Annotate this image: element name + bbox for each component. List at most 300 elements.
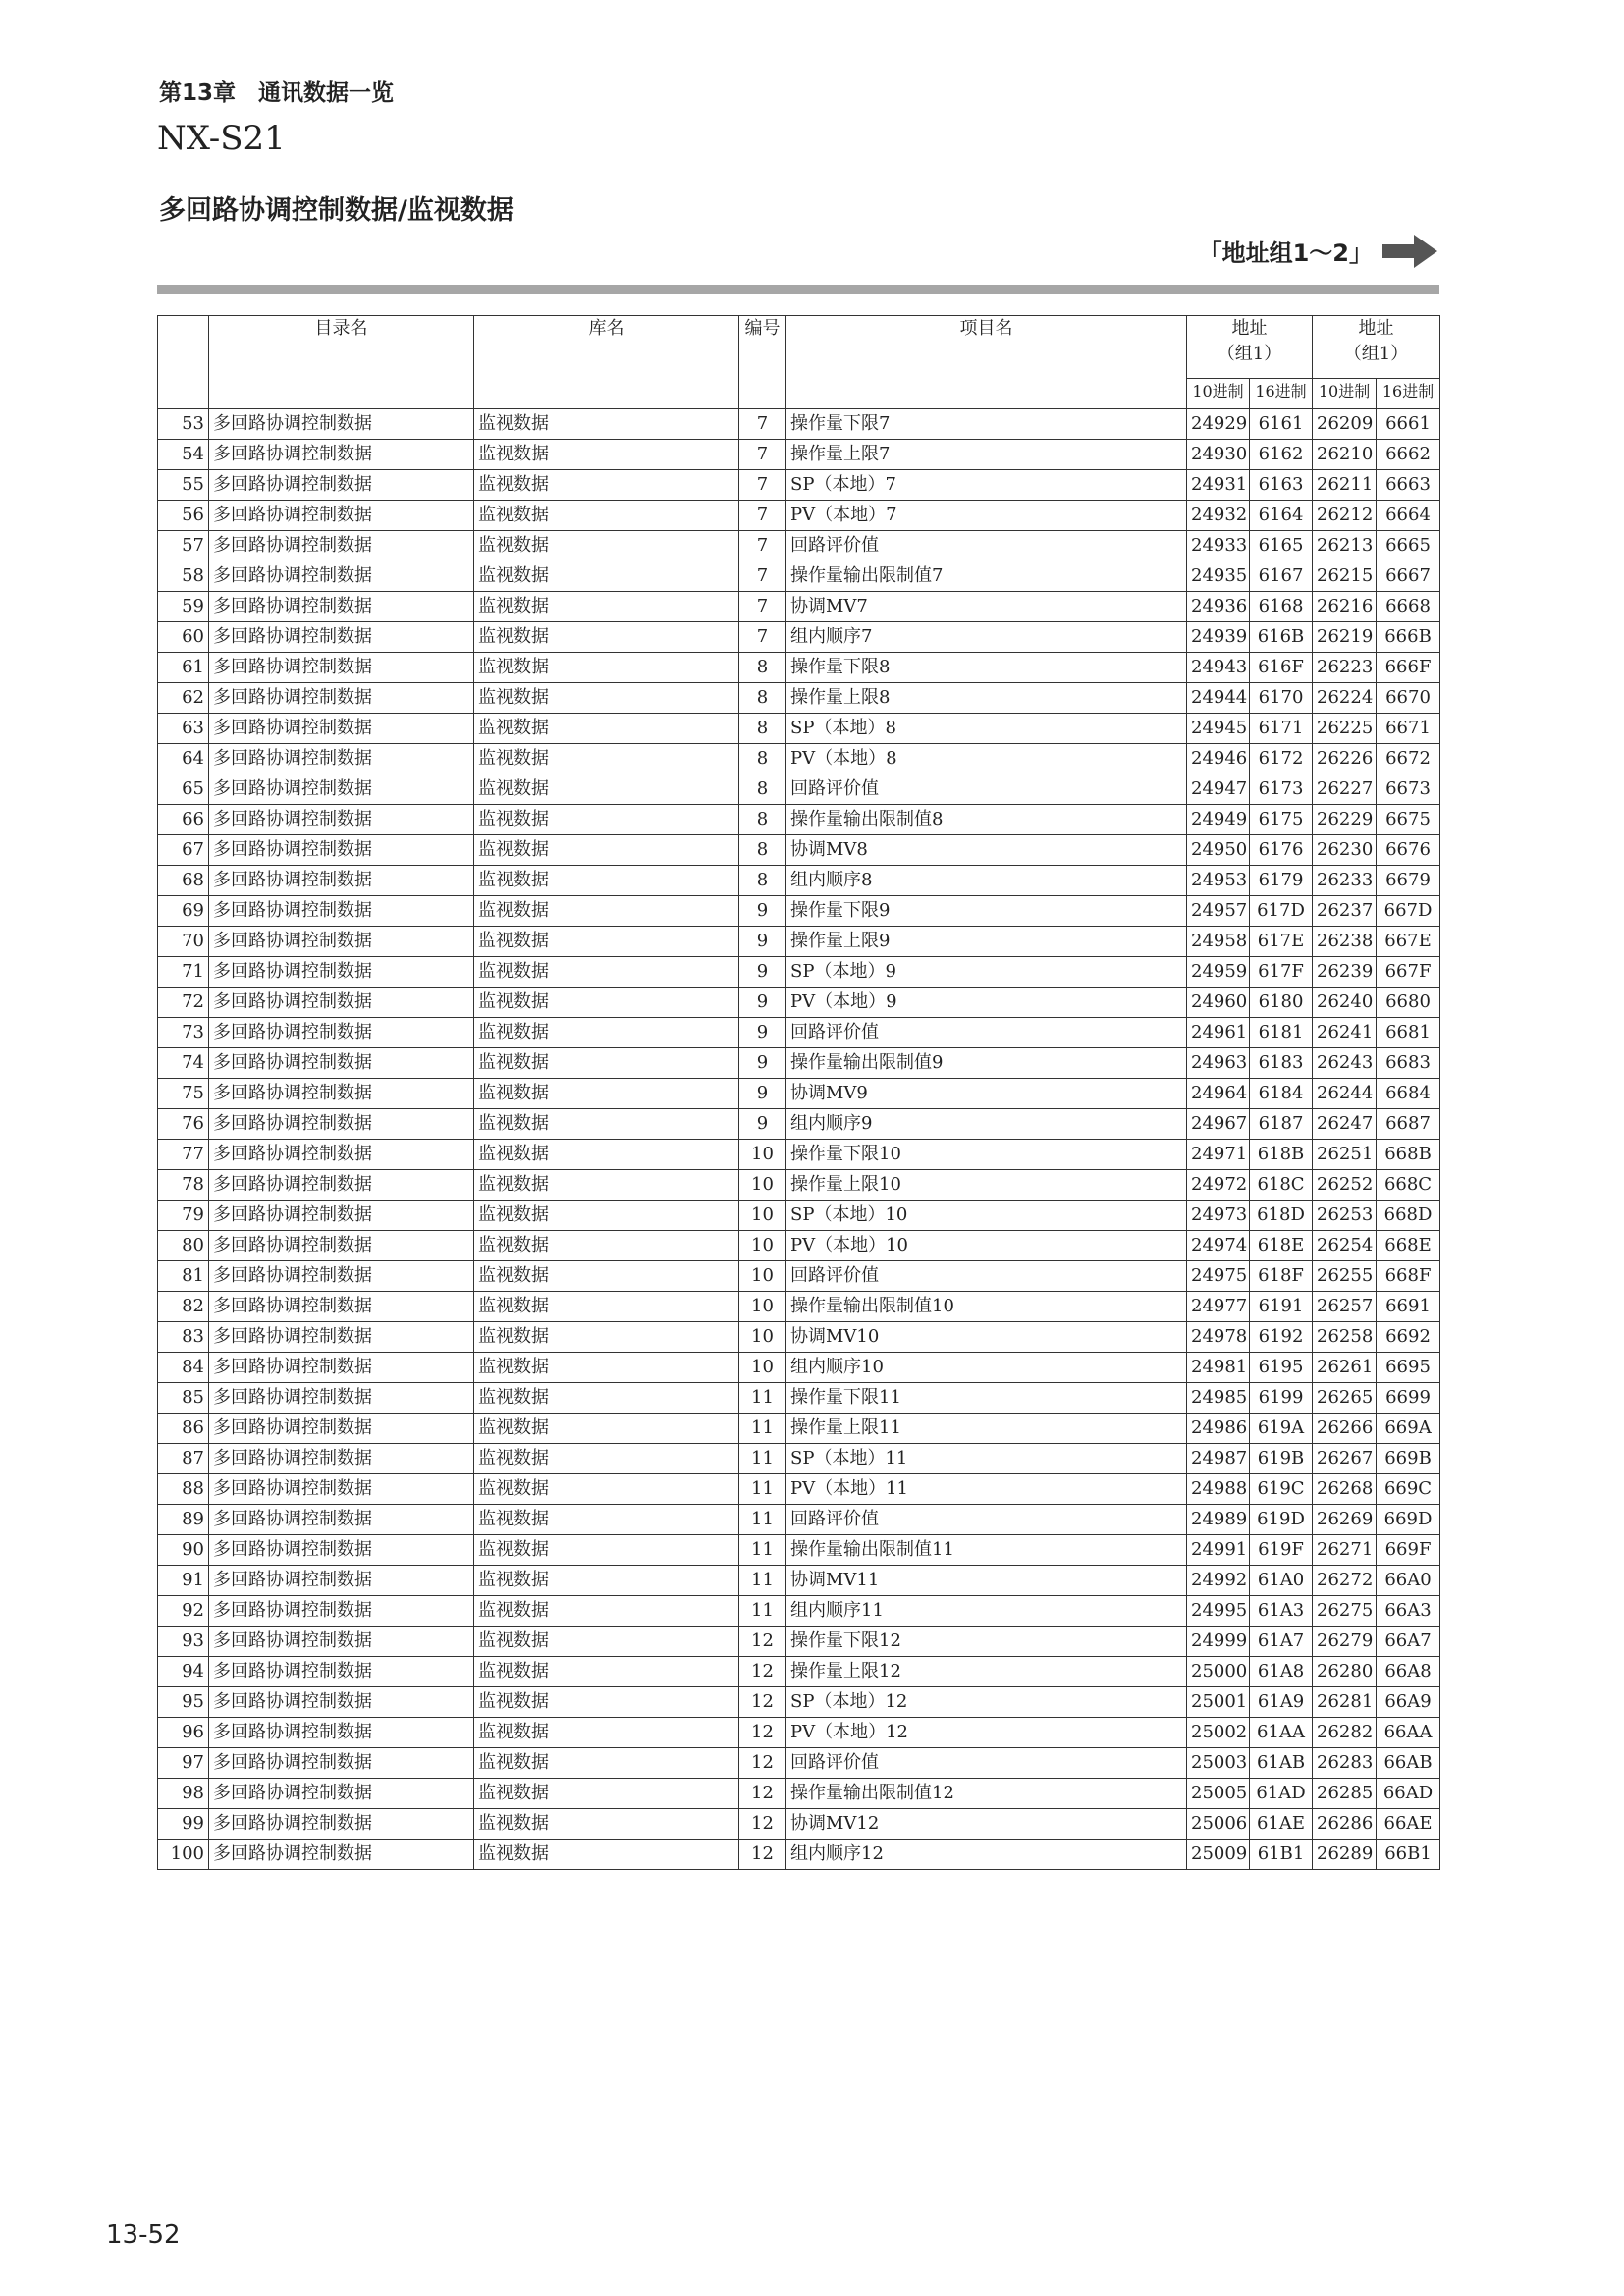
- dec-address-1: 24932: [1187, 501, 1250, 531]
- header-dec-1: 10进制: [1187, 379, 1250, 409]
- row-index: 58: [158, 561, 209, 592]
- table-row: [158, 501, 1440, 531]
- library-cell: 监视数据: [474, 440, 739, 470]
- table-row: [158, 1657, 1440, 1687]
- dec-address-2: 26261: [1313, 1353, 1377, 1383]
- hex-address-1: 6183: [1250, 1048, 1313, 1079]
- hex-address-2: 669C: [1377, 1474, 1440, 1505]
- dec-address-2: 26213: [1313, 531, 1377, 561]
- library-cell: 监视数据: [474, 1779, 739, 1809]
- library-cell: 监视数据: [474, 1809, 739, 1840]
- item-cell: 回路评价值: [786, 531, 1187, 561]
- table-row: [158, 1383, 1440, 1414]
- hex-address-2: 669B: [1377, 1444, 1440, 1474]
- row-index: 57: [158, 531, 209, 561]
- table-row: [158, 1109, 1440, 1140]
- header-divider: [157, 285, 1439, 294]
- header-dec-2: 10进制: [1313, 379, 1377, 409]
- library-cell: 监视数据: [474, 1170, 739, 1201]
- row-index: 68: [158, 866, 209, 896]
- data-table: [157, 315, 1440, 1870]
- catalog-cell: 多回路协调控制数据: [209, 774, 474, 805]
- item-cell: 操作量下限9: [786, 896, 1187, 927]
- row-index: 80: [158, 1231, 209, 1261]
- hex-address-1: 618B: [1250, 1140, 1313, 1170]
- table-row: [158, 866, 1440, 896]
- dec-address-1: 24987: [1187, 1444, 1250, 1474]
- dec-address-2: 26219: [1313, 622, 1377, 653]
- table-row: [158, 440, 1440, 470]
- hex-address-1: 6163: [1250, 470, 1313, 501]
- dec-address-2: 26279: [1313, 1627, 1377, 1657]
- item-cell: 回路评价值: [786, 774, 1187, 805]
- number-cell: 10: [739, 1140, 786, 1170]
- dec-address-1: 24958: [1187, 927, 1250, 957]
- dec-address-2: 26223: [1313, 653, 1377, 683]
- model-name: NX-S21: [157, 119, 286, 158]
- hex-address-1: 61A7: [1250, 1627, 1313, 1657]
- row-index: 85: [158, 1383, 209, 1414]
- row-index: 75: [158, 1079, 209, 1109]
- hex-address-2: 6670: [1377, 683, 1440, 714]
- library-cell: 监视数据: [474, 805, 739, 835]
- hex-address-2: 66AD: [1377, 1779, 1440, 1809]
- header-address-2-title: 地址: [1358, 318, 1394, 339]
- chapter-title: 第13章 通讯数据一览: [159, 80, 395, 106]
- item-cell: 操作量输出限制值7: [786, 561, 1187, 592]
- library-cell: 监视数据: [474, 988, 739, 1018]
- catalog-cell: 多回路协调控制数据: [209, 866, 474, 896]
- number-cell: 11: [739, 1566, 786, 1596]
- number-cell: 10: [739, 1353, 786, 1383]
- dec-address-2: 26215: [1313, 561, 1377, 592]
- library-cell: 监视数据: [474, 866, 739, 896]
- library-cell: 监视数据: [474, 1566, 739, 1596]
- dec-address-2: 26255: [1313, 1261, 1377, 1292]
- catalog-cell: 多回路协调控制数据: [209, 1444, 474, 1474]
- number-cell: 9: [739, 988, 786, 1018]
- library-cell: 监视数据: [474, 927, 739, 957]
- table-row: [158, 1474, 1440, 1505]
- dec-address-1: 24981: [1187, 1353, 1250, 1383]
- number-cell: 11: [739, 1414, 786, 1444]
- dec-address-2: 26267: [1313, 1444, 1377, 1474]
- dec-address-1: 24945: [1187, 714, 1250, 744]
- number-cell: 7: [739, 409, 786, 440]
- hex-address-2: 6671: [1377, 714, 1440, 744]
- table-row: [158, 1353, 1440, 1383]
- item-cell: 协调MV12: [786, 1809, 1187, 1840]
- item-cell: 操作量输出限制值12: [786, 1779, 1187, 1809]
- dec-address-2: 26237: [1313, 896, 1377, 927]
- table-row: [158, 1201, 1440, 1231]
- number-cell: 11: [739, 1596, 786, 1627]
- hex-address-2: 6687: [1377, 1109, 1440, 1140]
- number-cell: 10: [739, 1261, 786, 1292]
- dec-address-1: 24972: [1187, 1170, 1250, 1201]
- item-cell: SP（本地）7: [786, 470, 1187, 501]
- hex-address-2: 6691: [1377, 1292, 1440, 1322]
- dec-address-1: 24995: [1187, 1596, 1250, 1627]
- library-cell: 监视数据: [474, 1109, 739, 1140]
- hex-address-1: 6173: [1250, 774, 1313, 805]
- dec-address-1: 24985: [1187, 1383, 1250, 1414]
- number-cell: 7: [739, 531, 786, 561]
- catalog-cell: 多回路协调控制数据: [209, 1292, 474, 1322]
- hex-address-1: 61AE: [1250, 1809, 1313, 1840]
- header-catalog: 目录名: [209, 316, 474, 409]
- item-cell: 操作量上限9: [786, 927, 1187, 957]
- row-index: 90: [158, 1535, 209, 1566]
- library-cell: 监视数据: [474, 622, 739, 653]
- hex-address-2: 66AA: [1377, 1718, 1440, 1748]
- item-cell: 回路评价值: [786, 1505, 1187, 1535]
- number-cell: 12: [739, 1809, 786, 1840]
- hex-address-1: 6195: [1250, 1353, 1313, 1383]
- number-cell: 9: [739, 957, 786, 988]
- dec-address-1: 24973: [1187, 1201, 1250, 1231]
- row-index: 94: [158, 1657, 209, 1687]
- dec-address-2: 26227: [1313, 774, 1377, 805]
- number-cell: 8: [739, 866, 786, 896]
- catalog-cell: 多回路协调控制数据: [209, 1627, 474, 1657]
- dec-address-2: 26280: [1313, 1657, 1377, 1687]
- hex-address-2: 6699: [1377, 1383, 1440, 1414]
- hex-address-2: 6668: [1377, 592, 1440, 622]
- hex-address-1: 617D: [1250, 896, 1313, 927]
- item-cell: 组内顺序7: [786, 622, 1187, 653]
- hex-address-2: 6664: [1377, 501, 1440, 531]
- catalog-cell: 多回路协调控制数据: [209, 653, 474, 683]
- number-cell: 11: [739, 1535, 786, 1566]
- row-index: 92: [158, 1596, 209, 1627]
- library-cell: 监视数据: [474, 896, 739, 927]
- number-cell: 12: [739, 1718, 786, 1748]
- hex-address-1: 6164: [1250, 501, 1313, 531]
- table-row: [158, 1566, 1440, 1596]
- item-cell: 操作量输出限制值11: [786, 1535, 1187, 1566]
- dec-address-1: 24959: [1187, 957, 1250, 988]
- library-cell: 监视数据: [474, 1748, 739, 1779]
- table-row: [158, 683, 1440, 714]
- library-cell: 监视数据: [474, 774, 739, 805]
- row-index: 79: [158, 1201, 209, 1231]
- hex-address-2: 6675: [1377, 805, 1440, 835]
- catalog-cell: 多回路协调控制数据: [209, 561, 474, 592]
- hex-address-2: 66AB: [1377, 1748, 1440, 1779]
- row-index: 63: [158, 714, 209, 744]
- row-index: 65: [158, 774, 209, 805]
- hex-address-1: 61AB: [1250, 1748, 1313, 1779]
- number-cell: 12: [739, 1687, 786, 1718]
- dec-address-1: 24961: [1187, 1018, 1250, 1048]
- item-cell: 操作量上限8: [786, 683, 1187, 714]
- number-cell: 8: [739, 683, 786, 714]
- catalog-cell: 多回路协调控制数据: [209, 1170, 474, 1201]
- library-cell: 监视数据: [474, 683, 739, 714]
- header-hex-1: 16进制: [1250, 379, 1313, 409]
- table-row: [158, 1687, 1440, 1718]
- hex-address-2: 668E: [1377, 1231, 1440, 1261]
- row-index: 88: [158, 1474, 209, 1505]
- hex-address-2: 6684: [1377, 1079, 1440, 1109]
- dec-address-1: 24946: [1187, 744, 1250, 774]
- library-cell: 监视数据: [474, 1444, 739, 1474]
- hex-address-2: 666B: [1377, 622, 1440, 653]
- hex-address-2: 66A0: [1377, 1566, 1440, 1596]
- catalog-cell: 多回路协调控制数据: [209, 1566, 474, 1596]
- hex-address-1: 6167: [1250, 561, 1313, 592]
- catalog-cell: 多回路协调控制数据: [209, 1322, 474, 1353]
- dec-address-1: 24978: [1187, 1322, 1250, 1353]
- hex-address-1: 6184: [1250, 1079, 1313, 1109]
- table-row: [158, 1627, 1440, 1657]
- row-index: 56: [158, 501, 209, 531]
- library-cell: 监视数据: [474, 531, 739, 561]
- library-cell: 监视数据: [474, 1261, 739, 1292]
- dec-address-1: 24950: [1187, 835, 1250, 866]
- dec-address-1: 24991: [1187, 1535, 1250, 1566]
- item-cell: 组内顺序10: [786, 1353, 1187, 1383]
- hex-address-2: 66A9: [1377, 1687, 1440, 1718]
- dec-address-2: 26258: [1313, 1322, 1377, 1353]
- table-row: [158, 1079, 1440, 1109]
- table-row: [158, 805, 1440, 835]
- item-cell: 操作量上限7: [786, 440, 1187, 470]
- hex-address-1: 619B: [1250, 1444, 1313, 1474]
- library-cell: 监视数据: [474, 1231, 739, 1261]
- number-cell: 9: [739, 1048, 786, 1079]
- library-cell: 监视数据: [474, 1657, 739, 1687]
- catalog-cell: 多回路协调控制数据: [209, 1840, 474, 1870]
- hex-address-2: 667F: [1377, 957, 1440, 988]
- hex-address-1: 6179: [1250, 866, 1313, 896]
- number-cell: 9: [739, 1109, 786, 1140]
- hex-address-1: 6161: [1250, 409, 1313, 440]
- catalog-cell: 多回路协调控制数据: [209, 1687, 474, 1718]
- library-cell: 监视数据: [474, 653, 739, 683]
- catalog-cell: 多回路协调控制数据: [209, 1414, 474, 1444]
- hex-address-2: 669D: [1377, 1505, 1440, 1535]
- hex-address-2: 668F: [1377, 1261, 1440, 1292]
- table-row: [158, 927, 1440, 957]
- library-cell: 监视数据: [474, 744, 739, 774]
- number-cell: 8: [739, 835, 786, 866]
- catalog-cell: 多回路协调控制数据: [209, 683, 474, 714]
- hex-address-1: 61A8: [1250, 1657, 1313, 1687]
- group-nav-label: 「地址组1～2」: [1198, 240, 1373, 267]
- catalog-cell: 多回路协调控制数据: [209, 927, 474, 957]
- dec-address-2: 26243: [1313, 1048, 1377, 1079]
- catalog-cell: 多回路协调控制数据: [209, 1596, 474, 1627]
- library-cell: 监视数据: [474, 1505, 739, 1535]
- hex-address-1: 6181: [1250, 1018, 1313, 1048]
- catalog-cell: 多回路协调控制数据: [209, 835, 474, 866]
- item-cell: 操作量下限8: [786, 653, 1187, 683]
- catalog-cell: 多回路协调控制数据: [209, 1201, 474, 1231]
- hex-address-1: 618D: [1250, 1201, 1313, 1231]
- number-cell: 10: [739, 1201, 786, 1231]
- dec-address-2: 26252: [1313, 1170, 1377, 1201]
- table-row: [158, 1414, 1440, 1444]
- header-address-1-group: （组1）: [1217, 344, 1282, 364]
- dec-address-2: 26229: [1313, 805, 1377, 835]
- item-cell: 操作量上限10: [786, 1170, 1187, 1201]
- catalog-cell: 多回路协调控制数据: [209, 805, 474, 835]
- row-index: 96: [158, 1718, 209, 1748]
- dec-address-2: 26247: [1313, 1109, 1377, 1140]
- dec-address-2: 26233: [1313, 866, 1377, 896]
- row-index: 76: [158, 1109, 209, 1140]
- row-index: 64: [158, 744, 209, 774]
- number-cell: 8: [739, 714, 786, 744]
- hex-address-1: 618F: [1250, 1261, 1313, 1292]
- library-cell: 监视数据: [474, 1535, 739, 1566]
- hex-address-2: 6681: [1377, 1018, 1440, 1048]
- hex-address-2: 6672: [1377, 744, 1440, 774]
- number-cell: 8: [739, 805, 786, 835]
- catalog-cell: 多回路协调控制数据: [209, 957, 474, 988]
- row-index: 66: [158, 805, 209, 835]
- header-library: 库名: [474, 316, 739, 409]
- catalog-cell: 多回路协调控制数据: [209, 501, 474, 531]
- number-cell: 8: [739, 653, 786, 683]
- item-cell: SP（本地）8: [786, 714, 1187, 744]
- dec-address-1: 24977: [1187, 1292, 1250, 1322]
- dec-address-1: 24949: [1187, 805, 1250, 835]
- dec-address-1: 24939: [1187, 622, 1250, 653]
- arrow-right-icon[interactable]: [1382, 235, 1437, 268]
- hex-address-1: 618E: [1250, 1231, 1313, 1261]
- dec-address-2: 26240: [1313, 988, 1377, 1018]
- library-cell: 监视数据: [474, 714, 739, 744]
- hex-address-1: 6170: [1250, 683, 1313, 714]
- dec-address-2: 26211: [1313, 470, 1377, 501]
- number-cell: 11: [739, 1474, 786, 1505]
- table-row: [158, 1779, 1440, 1809]
- dec-address-2: 26239: [1313, 957, 1377, 988]
- hex-address-2: 6662: [1377, 440, 1440, 470]
- item-cell: PV（本地）9: [786, 988, 1187, 1018]
- library-cell: 监视数据: [474, 1718, 739, 1748]
- row-index: 99: [158, 1809, 209, 1840]
- hex-address-2: 66A8: [1377, 1657, 1440, 1687]
- header-address-2: [1313, 316, 1440, 379]
- library-cell: 监视数据: [474, 561, 739, 592]
- hex-address-2: 669A: [1377, 1414, 1440, 1444]
- table-row: [158, 1505, 1440, 1535]
- item-cell: 组内顺序11: [786, 1596, 1187, 1627]
- dec-address-2: 26251: [1313, 1140, 1377, 1170]
- row-index: 73: [158, 1018, 209, 1048]
- number-cell: 11: [739, 1505, 786, 1535]
- library-cell: 监视数据: [474, 1048, 739, 1079]
- item-cell: 组内顺序9: [786, 1109, 1187, 1140]
- table-row: [158, 1596, 1440, 1627]
- item-cell: PV（本地）11: [786, 1474, 1187, 1505]
- row-index: 84: [158, 1353, 209, 1383]
- catalog-cell: 多回路协调控制数据: [209, 622, 474, 653]
- group-nav[interactable]: [1199, 234, 1437, 268]
- table-row: [158, 1292, 1440, 1322]
- hex-address-2: 666F: [1377, 653, 1440, 683]
- dec-address-1: 25005: [1187, 1779, 1250, 1809]
- hex-address-1: 6171: [1250, 714, 1313, 744]
- number-cell: 7: [739, 501, 786, 531]
- library-cell: 监视数据: [474, 1414, 739, 1444]
- row-index: 70: [158, 927, 209, 957]
- row-index: 55: [158, 470, 209, 501]
- number-cell: 10: [739, 1231, 786, 1261]
- hex-address-2: 667E: [1377, 927, 1440, 957]
- hex-address-1: 6191: [1250, 1292, 1313, 1322]
- dec-address-2: 26238: [1313, 927, 1377, 957]
- row-index: 93: [158, 1627, 209, 1657]
- number-cell: 11: [739, 1383, 786, 1414]
- table-row: [158, 1231, 1440, 1261]
- dec-address-1: 24989: [1187, 1505, 1250, 1535]
- dec-address-2: 26269: [1313, 1505, 1377, 1535]
- page-number: 13-52: [106, 2220, 181, 2250]
- row-index: 89: [158, 1505, 209, 1535]
- library-cell: 监视数据: [474, 1322, 739, 1353]
- library-cell: 监视数据: [474, 1140, 739, 1170]
- hex-address-2: 6692: [1377, 1322, 1440, 1353]
- library-cell: 监视数据: [474, 835, 739, 866]
- row-index: 77: [158, 1140, 209, 1170]
- catalog-cell: 多回路协调控制数据: [209, 1231, 474, 1261]
- row-index: 62: [158, 683, 209, 714]
- number-cell: 10: [739, 1170, 786, 1201]
- row-index: 53: [158, 409, 209, 440]
- hex-address-1: 6192: [1250, 1322, 1313, 1353]
- library-cell: 监视数据: [474, 1018, 739, 1048]
- hex-address-1: 6165: [1250, 531, 1313, 561]
- hex-address-1: 61AA: [1250, 1718, 1313, 1748]
- dec-address-1: 24935: [1187, 561, 1250, 592]
- hex-address-2: 668B: [1377, 1140, 1440, 1170]
- row-index: 61: [158, 653, 209, 683]
- header-hex-2: 16进制: [1377, 379, 1440, 409]
- hex-address-1: 617F: [1250, 957, 1313, 988]
- header-address-2-group: （组1）: [1343, 344, 1409, 364]
- item-cell: 操作量下限10: [786, 1140, 1187, 1170]
- dec-address-2: 26266: [1313, 1414, 1377, 1444]
- library-cell: 监视数据: [474, 1201, 739, 1231]
- dec-address-1: 24975: [1187, 1261, 1250, 1292]
- library-cell: 监视数据: [474, 1627, 739, 1657]
- row-index: 100: [158, 1840, 209, 1870]
- item-cell: 组内顺序12: [786, 1840, 1187, 1870]
- item-cell: 协调MV7: [786, 592, 1187, 622]
- dec-address-2: 26257: [1313, 1292, 1377, 1322]
- row-index: 71: [158, 957, 209, 988]
- dec-address-1: 24964: [1187, 1079, 1250, 1109]
- dec-address-1: 24999: [1187, 1627, 1250, 1657]
- number-cell: 7: [739, 592, 786, 622]
- catalog-cell: 多回路协调控制数据: [209, 1748, 474, 1779]
- catalog-cell: 多回路协调控制数据: [209, 1048, 474, 1079]
- number-cell: 12: [739, 1627, 786, 1657]
- item-cell: 协调MV9: [786, 1079, 1187, 1109]
- hex-address-2: 6673: [1377, 774, 1440, 805]
- hex-address-2: 6683: [1377, 1048, 1440, 1079]
- row-index: 81: [158, 1261, 209, 1292]
- table-row: [158, 1170, 1440, 1201]
- table-row: [158, 1140, 1440, 1170]
- dec-address-1: 24931: [1187, 470, 1250, 501]
- dec-address-1: 25003: [1187, 1748, 1250, 1779]
